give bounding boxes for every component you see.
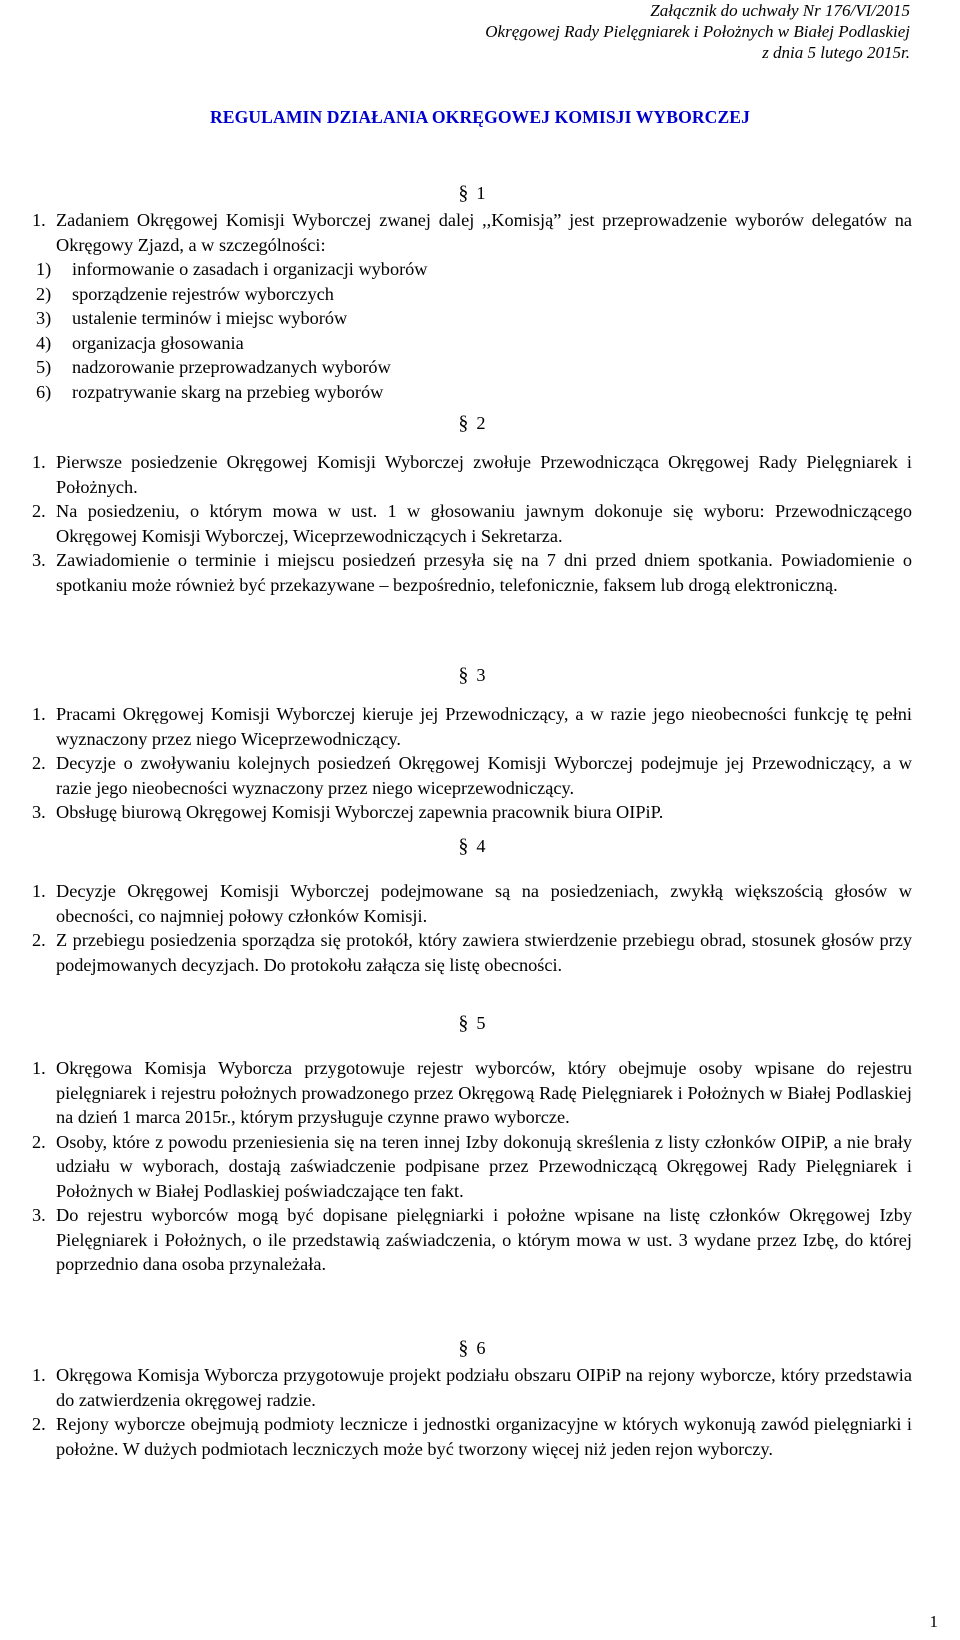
sub-item [32,306,912,331]
list-item [32,702,912,751]
list-item [32,879,912,928]
attachment-header [485,0,910,63]
sub-item [32,380,912,405]
section-5 [32,1010,912,1277]
paragraph-symbol: § [458,182,469,204]
item-number: 1. [32,881,46,901]
item-text: Pierwsze posiedzenie Okręgowej Komisji Wyborczej zwołuje Przewodnicząca Okręgowej Rady Pielęgniarek i Położnych. [56,452,912,497]
item-text: Zadaniem Okręgowej Komisji Wyborczej zwanej dalej ,,Komisją” jest przeprowadzenie wyborów delegatów na Okręgowy Zjazd, a w szczególności: [56,210,912,255]
sub-item [32,257,912,282]
section-6 [32,1335,912,1461]
sub-item-number: 1) [36,259,52,279]
sub-item-text: ustalenie terminów i miejsc wyborów [72,308,348,328]
paragraph-symbol: § [458,664,469,686]
item-number: 1. [32,452,46,472]
sub-item-text: organizacja głosowania [72,332,244,353]
list-item [32,751,912,800]
section-number: 5 [476,1013,486,1033]
sub-item-text: rozpatrywanie skarg na przebieg wyborów [72,381,384,402]
item-number: 1. [32,210,46,230]
header-line-2: Okręgowej Rady Pielęgniarek i Położnych w Białej Podlaskiej [485,22,910,41]
paragraph-symbol: § [458,412,469,434]
item-text: Pracami Okręgowej Komisji Wyborczej kieruje jej Przewodniczący, a w razie jego nieobecności funkcję tę pełni wyznaczony przez niego Wiceprzewodniczący. [56,704,912,749]
section-mark [32,1010,912,1036]
section-mark [32,180,912,206]
list-item [32,548,912,597]
list-item [32,1412,912,1461]
item-text: Okręgowa Komisja Wyborcza przygotowuje rejestr wyborców, który obejmuje osoby wpisane do rejestru pielęgniarek i rejestru położnych prowadzonego przez Okręgową Radę Pielęgniarek i Położnych w Białej Podlaskiej na dzień 1 marca 2015r., którym przysługuje czynne prawo wyborcze. [56,1058,912,1127]
section-2 [32,410,912,597]
sub-item [32,331,912,356]
item-text: Osoby, które z powodu przeniesienia się na teren innej Izby dokonują skreślenia z listy członków OIPiP, a nie brały udziału w wyborach, dostają zaświadczenie podpisane przez Przewodniczącą Okręgowej Rady Pielęgniarek i Położnych w Białej Podlaskiej poświadczające ten fakt. [56,1131,912,1201]
list-item [32,1056,912,1130]
sub-item-text: nadzorowanie przeprowadzanych wyborów [72,357,391,377]
header-line-3: z dnia 5 lutego 2015r. [762,43,910,62]
item-number: 1. [32,704,46,724]
paragraph-symbol: § [458,1337,469,1359]
item-text: Na posiedzeniu, o którym mowa w ust. 1 w głosowaniu jawnym dokonuje się wyboru: Przewodniczącego Okręgowej Komisji Wyborczej, Wiceprzewodniczących i Sekretarza. [56,501,912,546]
item-number: 2. [32,501,46,521]
item-number: 3. [32,550,46,570]
item-text: Decyzje Okręgowej Komisji Wyborczej podejmowane są na posiedzeniach, zwykłą większością głosów w obecności, co najmniej połowy członków Komisji. [56,881,912,926]
list-item [32,208,912,257]
paragraph-symbol: § [458,1012,469,1034]
item-text: Z przebiegu posiedzenia sporządza się protokół, który zawiera stwierdzenie przebiegu obrad, stosunek głosów przy podejmowanych decyzjach. Do protokołu załącza się listę obecności. [56,930,912,975]
section-number: 4 [476,836,486,856]
item-text: Do rejestru wyborców mogą być dopisane pielęgniarki i położne wpisane na listę członków Okręgowej Izby Pielęgniarek i Położnych, o ile przedstawią zaświadczenia, o którym mowa w ust. 3 wydane przez Izbę, do której poprzednio dana osoba przynależała. [56,1205,912,1274]
list-item [32,450,912,499]
item-text: Obsługę biurową Okręgowej Komisji Wyborczej zapewnia pracownik biura OIPiP. [56,802,664,822]
list-item [32,1363,912,1412]
item-text: Okręgowa Komisja Wyborcza przygotowuje projekt podziału obszaru OIPiP na rejony wyborcze, który przedstawia do zatwierdzenia okręgowej radzie. [56,1365,912,1410]
section-mark [32,833,912,859]
item-number: 2. [32,930,46,950]
sub-item-number: 2) [36,283,52,304]
list-item [32,928,912,977]
section-1 [32,180,912,404]
sub-item [32,282,912,307]
list-item [32,1203,912,1277]
list-item [32,1130,912,1204]
sub-item-number: 4) [36,332,52,353]
item-number: 3. [32,802,46,822]
list-item [32,800,912,825]
header-line-1: Załącznik do uchwały Nr 176/VI/2015 [650,1,910,20]
section-number: 1 [476,183,486,203]
section-number: 3 [476,665,486,685]
item-number: 3. [32,1205,46,1225]
section-number: 6 [476,1338,486,1358]
item-text: Zawiadomienie o terminie i miejscu posiedzeń przesyła się na 7 dni przed dniem spotkania. Powiadomienie o spotkaniu może również być przekazywane – bezpośrednio, telefonicznie, faksem lub drogą elektroniczną. [56,550,912,595]
item-number: 2. [32,1131,46,1152]
sub-item-text: informowanie o zasadach i organizacji wyborów [72,259,428,279]
sub-item-number: 5) [36,357,52,377]
section-4 [32,833,912,977]
sub-item [32,355,912,380]
item-number: 2. [32,1414,46,1434]
section-number: 2 [476,413,486,433]
item-text: Decyzje o zwoływaniu kolejnych posiedzeń Okręgowej Komisji Wyborczej podejmuje jej Przewodniczący, a w razie jego nieobecności wyznaczony przez niego wiceprzewodniczący. [56,753,912,798]
item-number: 1. [32,1365,46,1385]
paragraph-symbol: § [458,835,469,857]
section-mark [32,410,912,436]
item-text: Rejony wyborcze obejmują podmioty lecznicze i jednostki organizacyjne w których wykonują zawód pielęgniarki i położne. W dużych podmiotach leczniczych może być tworzony więcej niż jeden rejon wyborczy. [56,1414,912,1459]
page-number: 1 [929,1611,938,1631]
document-title: REGULAMIN DZIAŁANIA OKRĘGOWEJ KOMISJI WYBORCZEJ [209,107,751,127]
section-mark [32,1335,912,1361]
list-item [32,499,912,548]
item-number: 2. [32,753,46,773]
sub-item-text: sporządzenie rejestrów wyborczych [72,283,334,304]
section-3 [32,662,912,825]
sub-item-number: 3) [36,308,52,328]
item-number: 1. [32,1058,46,1078]
section-mark [32,662,912,688]
sub-item-number: 6) [36,381,52,402]
